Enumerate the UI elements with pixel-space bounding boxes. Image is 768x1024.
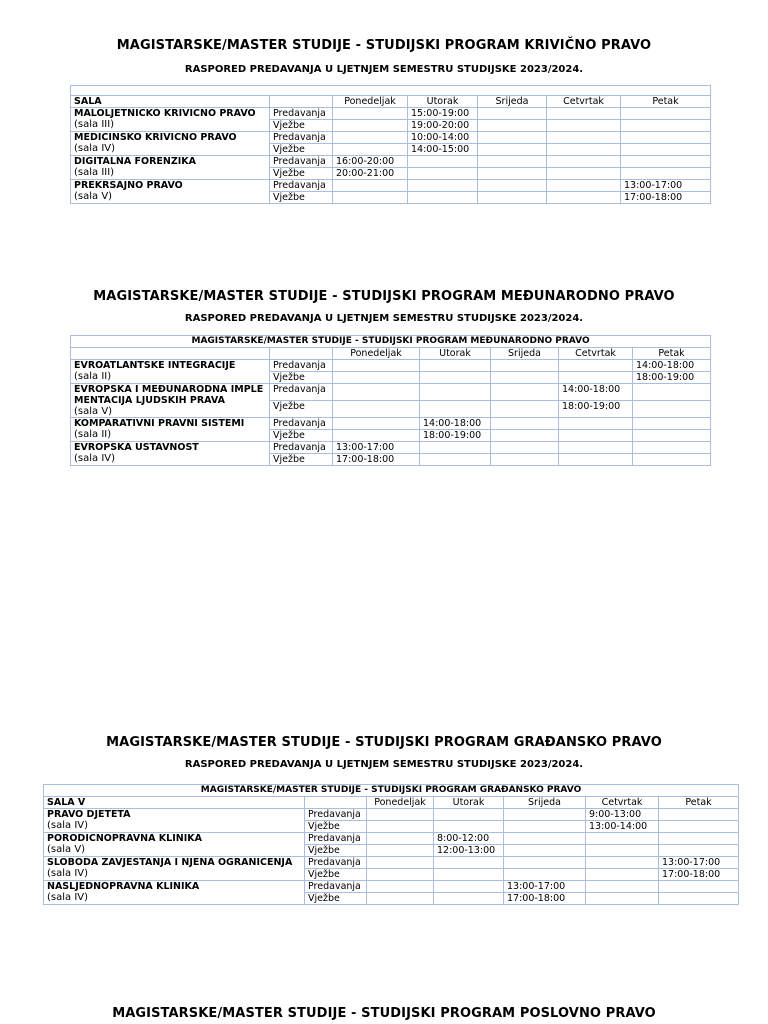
course-cell [71, 108, 270, 132]
lecture-time [367, 809, 434, 821]
table-row [71, 108, 711, 120]
header-day: Petak [633, 348, 711, 360]
table-header-row [71, 96, 711, 108]
lecture-label: Predavanja [270, 108, 333, 120]
exercise-label: Vježbe [270, 372, 333, 384]
lecture-time [367, 881, 434, 893]
exercise-time [491, 401, 559, 418]
header-day: Četvrtak [559, 348, 633, 360]
course-cell [44, 881, 305, 905]
exercise-time: 17:00-18:00 [504, 893, 586, 905]
table-row [44, 857, 739, 869]
header-day: Utorak [420, 348, 491, 360]
header-day: Srijeda [491, 348, 559, 360]
table-row [44, 881, 739, 893]
lecture-time [434, 809, 504, 821]
lecture-label: Predavanja [305, 833, 367, 845]
course-room: (sala V) [74, 406, 113, 417]
exercise-time [420, 401, 491, 418]
lecture-time [633, 442, 711, 454]
header-sala [71, 348, 270, 360]
lecture-time [333, 418, 420, 430]
exercise-time [333, 401, 420, 418]
course-cell [44, 809, 305, 833]
exercise-time [420, 454, 491, 466]
lecture-time [408, 156, 478, 168]
lecture-time [621, 132, 711, 144]
table-row [71, 442, 711, 454]
lecture-label: Predavanja [270, 132, 333, 144]
exercise-time [478, 120, 547, 132]
exercise-label: Vježbe [270, 168, 333, 180]
course-room: (sala III) [74, 167, 115, 178]
lecture-label: Predavanja [305, 881, 367, 893]
course-name: EVROPSKA USTAVNOST [74, 442, 199, 453]
course-name: PRAVO DJETETA [47, 809, 131, 820]
lecture-time [559, 442, 633, 454]
course-cell [44, 833, 305, 857]
lecture-time: 13:00-17:00 [621, 180, 711, 192]
course-cell [71, 180, 270, 204]
exercise-time: 18:00-19:00 [633, 372, 711, 384]
lecture-time [491, 418, 559, 430]
header-type [270, 96, 333, 108]
table-row [71, 132, 711, 144]
lecture-label: Predavanja [270, 442, 333, 454]
table-row [44, 809, 739, 821]
lecture-time [586, 833, 659, 845]
exercise-time: 19:00-20:00 [408, 120, 478, 132]
course-name: EVROATLANTSKE INTEGRACIJE [74, 360, 236, 371]
lecture-label: Predavanja [270, 360, 333, 372]
header-day: Četvrtak [586, 797, 659, 809]
lecture-time: 14:00-18:00 [420, 418, 491, 430]
exercise-time: 17:00-18:00 [621, 192, 711, 204]
exercise-time [586, 893, 659, 905]
exercise-time [491, 372, 559, 384]
exercise-time [559, 454, 633, 466]
lecture-time: 15:00-19:00 [408, 108, 478, 120]
lecture-time [478, 132, 547, 144]
table-header-row [44, 797, 739, 809]
section3-title: MAGISTARSKE/MASTER STUDIJE - STUDIJSKI PROGRAM GRAĐANSKO PRAVO [106, 735, 662, 750]
lecture-time [547, 132, 621, 144]
lecture-time [547, 180, 621, 192]
exercise-time [434, 821, 504, 833]
header-day: Petak [659, 797, 739, 809]
course-name: MALOLJETNIČKO KRIVIČNO PRAVO [74, 108, 256, 119]
exercise-time: 12:00-13:00 [434, 845, 504, 857]
section2-title: MAGISTARSKE/MASTER STUDIJE - STUDIJSKI PROGRAM MEĐUNARODNO PRAVO [93, 289, 675, 304]
header-sala: SALA V [44, 797, 305, 809]
exercise-time: 13:00-14:00 [586, 821, 659, 833]
lecture-time [559, 418, 633, 430]
course-room: (sala III) [74, 119, 115, 130]
exercise-time [659, 845, 739, 857]
schedule-table-gradjansko [43, 784, 739, 905]
lecture-time [547, 156, 621, 168]
exercise-label: Vježbe [305, 869, 367, 881]
exercise-time [586, 845, 659, 857]
lecture-label: Predavanja [270, 156, 333, 168]
exercise-time [434, 869, 504, 881]
exercise-time [504, 821, 586, 833]
lecture-time [367, 833, 434, 845]
lecture-time: 16:00-20:00 [333, 156, 408, 168]
lecture-label: Predavanja [270, 418, 333, 430]
schedule-table-krivicno [70, 85, 711, 204]
exercise-time [559, 372, 633, 384]
course-room: (sala II) [74, 429, 112, 440]
lecture-time [586, 881, 659, 893]
header-sala: SALA [71, 96, 270, 108]
header-day: Ponedeljak [333, 348, 420, 360]
table-header-row [71, 348, 711, 360]
course-room: (sala IV) [47, 868, 89, 879]
course-room: (sala V) [47, 844, 86, 855]
exercise-time [420, 372, 491, 384]
exercise-label: Vježbe [305, 845, 367, 857]
lecture-label: Predavanja [270, 384, 333, 401]
exercise-time: 20:00-21:00 [333, 168, 408, 180]
lecture-label: Predavanja [305, 809, 367, 821]
course-cell [71, 418, 270, 442]
exercise-time [504, 845, 586, 857]
exercise-time [504, 869, 586, 881]
exercise-time [333, 144, 408, 156]
course-room: (sala IV) [47, 892, 89, 903]
schedule-table-medjunarodno [70, 335, 711, 466]
table-title-row [71, 336, 711, 348]
header-day: Četvrtak [547, 96, 621, 108]
exercise-time [621, 168, 711, 180]
exercise-time [633, 430, 711, 442]
exercise-time [367, 821, 434, 833]
lecture-time [586, 857, 659, 869]
exercise-time [547, 192, 621, 204]
exercise-time [434, 893, 504, 905]
lecture-time: 9:00-13:00 [586, 809, 659, 821]
course-room: (sala V) [74, 191, 113, 202]
exercise-time [478, 144, 547, 156]
exercise-time [333, 120, 408, 132]
table-empty-row [71, 86, 711, 96]
header-day: Ponedeljak [333, 96, 408, 108]
course-cell [71, 360, 270, 384]
lecture-time: 13:00-17:00 [659, 857, 739, 869]
header-day: Petak [621, 96, 711, 108]
exercise-label: Vježbe [305, 893, 367, 905]
course-name: EVROPSKA I MEĐUNARODNA IMPLEMENTACIJA LJUDSKIH PRAVA [74, 384, 264, 406]
table-title: MAGISTARSKE/MASTER STUDIJE - STUDIJSKI PROGRAM GRAĐANSKO PRAVO [44, 785, 739, 797]
header-day: Ponedeljak [367, 797, 434, 809]
course-name: DIGITALNA FORENZIKA [74, 156, 196, 167]
lecture-time [478, 180, 547, 192]
lecture-time [420, 442, 491, 454]
lecture-time [659, 833, 739, 845]
lecture-time [633, 384, 711, 401]
exercise-time: 17:00-18:00 [659, 869, 739, 881]
lecture-time: 14:00-18:00 [559, 384, 633, 401]
lecture-label: Predavanja [270, 180, 333, 192]
exercise-time: 14:00-15:00 [408, 144, 478, 156]
exercise-time: 18:00-19:00 [420, 430, 491, 442]
empty-cell [71, 86, 711, 96]
course-room: (sala II) [74, 371, 112, 382]
lecture-time [333, 360, 420, 372]
exercise-time [491, 454, 559, 466]
table-row [71, 180, 711, 192]
lecture-time [367, 857, 434, 869]
header-day: Utorak [434, 797, 504, 809]
lecture-time [504, 833, 586, 845]
exercise-label: Vježbe [270, 454, 333, 466]
exercise-time [333, 430, 420, 442]
exercise-time [547, 120, 621, 132]
exercise-label: Vježbe [270, 144, 333, 156]
exercise-time: 17:00-18:00 [333, 454, 420, 466]
table-row [71, 418, 711, 430]
lecture-time [659, 809, 739, 821]
course-name: NASLJEDNOPRAVNA KLINIKA [47, 881, 200, 892]
table-row [44, 833, 739, 845]
lecture-time [621, 156, 711, 168]
course-name: PREKRŠAJNO PRAVO [74, 180, 183, 191]
lecture-time [559, 360, 633, 372]
section1-title: MAGISTARSKE/MASTER STUDIJE - STUDIJSKI PROGRAM KRIVIČNO PRAVO [116, 38, 652, 53]
header-day: Utorak [408, 96, 478, 108]
course-name: MEDICINSKO KRIVIČNO PRAVO [74, 132, 237, 143]
exercise-time [633, 454, 711, 466]
lecture-time [434, 857, 504, 869]
exercise-time: 18:00-19:00 [559, 401, 633, 418]
course-room: (sala IV) [74, 143, 116, 154]
lecture-time [434, 881, 504, 893]
table-row [71, 360, 711, 372]
exercise-label: Vježbe [270, 120, 333, 132]
lecture-time: 8:00-12:00 [434, 833, 504, 845]
lecture-time [633, 418, 711, 430]
table-title: MAGISTARSKE/MASTER STUDIJE - STUDIJSKI PROGRAM MEĐUNARODNO PRAVO [71, 336, 711, 348]
exercise-time [621, 144, 711, 156]
exercise-time [633, 401, 711, 418]
exercise-time [547, 144, 621, 156]
exercise-time [367, 845, 434, 857]
lecture-time [491, 442, 559, 454]
exercise-label: Vježbe [270, 401, 333, 418]
lecture-time [420, 384, 491, 401]
table-row [71, 156, 711, 168]
exercise-time [367, 869, 434, 881]
exercise-label: Vježbe [270, 192, 333, 204]
lecture-time [659, 881, 739, 893]
course-cell [44, 857, 305, 881]
header-type [270, 348, 333, 360]
course-cell [71, 156, 270, 180]
section1-subtitle: RASPORED PREDAVANJA U LJETNJEM SEMESTRU STUDIJSKE 2023/2024. [184, 64, 584, 75]
course-name: KOMPARATIVNI PRAVNI SISTEMI [74, 418, 245, 429]
exercise-time [659, 821, 739, 833]
course-cell [71, 442, 270, 466]
exercise-time [586, 869, 659, 881]
lecture-time [491, 360, 559, 372]
header-day: Srijeda [478, 96, 547, 108]
exercise-time [478, 168, 547, 180]
exercise-time [621, 120, 711, 132]
lecture-time [491, 384, 559, 401]
exercise-time [559, 430, 633, 442]
lecture-time [504, 857, 586, 869]
lecture-time: 14:00-18:00 [633, 360, 711, 372]
course-name: SLOBODA ZAVJEŠTANJA I NJENA OGRANIČENJA [47, 857, 293, 868]
course-cell [71, 384, 270, 418]
lecture-time [504, 809, 586, 821]
section2-subtitle: RASPORED PREDAVANJA U LJETNJEM SEMESTRU STUDIJSKE 2023/2024. [184, 313, 584, 324]
lecture-time [420, 360, 491, 372]
lecture-time [333, 132, 408, 144]
exercise-time [367, 893, 434, 905]
course-cell [71, 132, 270, 156]
lecture-time [408, 180, 478, 192]
exercise-label: Vježbe [305, 821, 367, 833]
exercise-time [333, 192, 408, 204]
lecture-time [478, 156, 547, 168]
lecture-time: 13:00-17:00 [504, 881, 586, 893]
section3-subtitle: RASPORED PREDAVANJA U LJETNJEM SEMESTRU STUDIJSKE 2023/2024. [184, 759, 584, 770]
lecture-time [547, 108, 621, 120]
exercise-time [491, 430, 559, 442]
lecture-time [333, 108, 408, 120]
lecture-time [333, 384, 420, 401]
section4-title: MAGISTARSKE/MASTER STUDIJE - STUDIJSKI PROGRAM POSLOVNO PRAVO [112, 1006, 656, 1021]
exercise-time [478, 192, 547, 204]
exercise-time [408, 192, 478, 204]
table-row [71, 384, 711, 401]
table-title-row [44, 785, 739, 797]
lecture-label: Predavanja [305, 857, 367, 869]
course-room: (sala IV) [74, 453, 116, 464]
exercise-time [659, 893, 739, 905]
exercise-time [408, 168, 478, 180]
lecture-time: 10:00-14:00 [408, 132, 478, 144]
course-name: PORODIČNOPRAVNA KLINIKA [47, 833, 202, 844]
course-room: (sala IV) [47, 820, 89, 831]
exercise-time [333, 372, 420, 384]
lecture-time [478, 108, 547, 120]
header-type [305, 797, 367, 809]
lecture-time: 13:00-17:00 [333, 442, 420, 454]
header-day: Srijeda [504, 797, 586, 809]
lecture-time [333, 180, 408, 192]
exercise-label: Vježbe [270, 430, 333, 442]
exercise-time [547, 168, 621, 180]
lecture-time [621, 108, 711, 120]
